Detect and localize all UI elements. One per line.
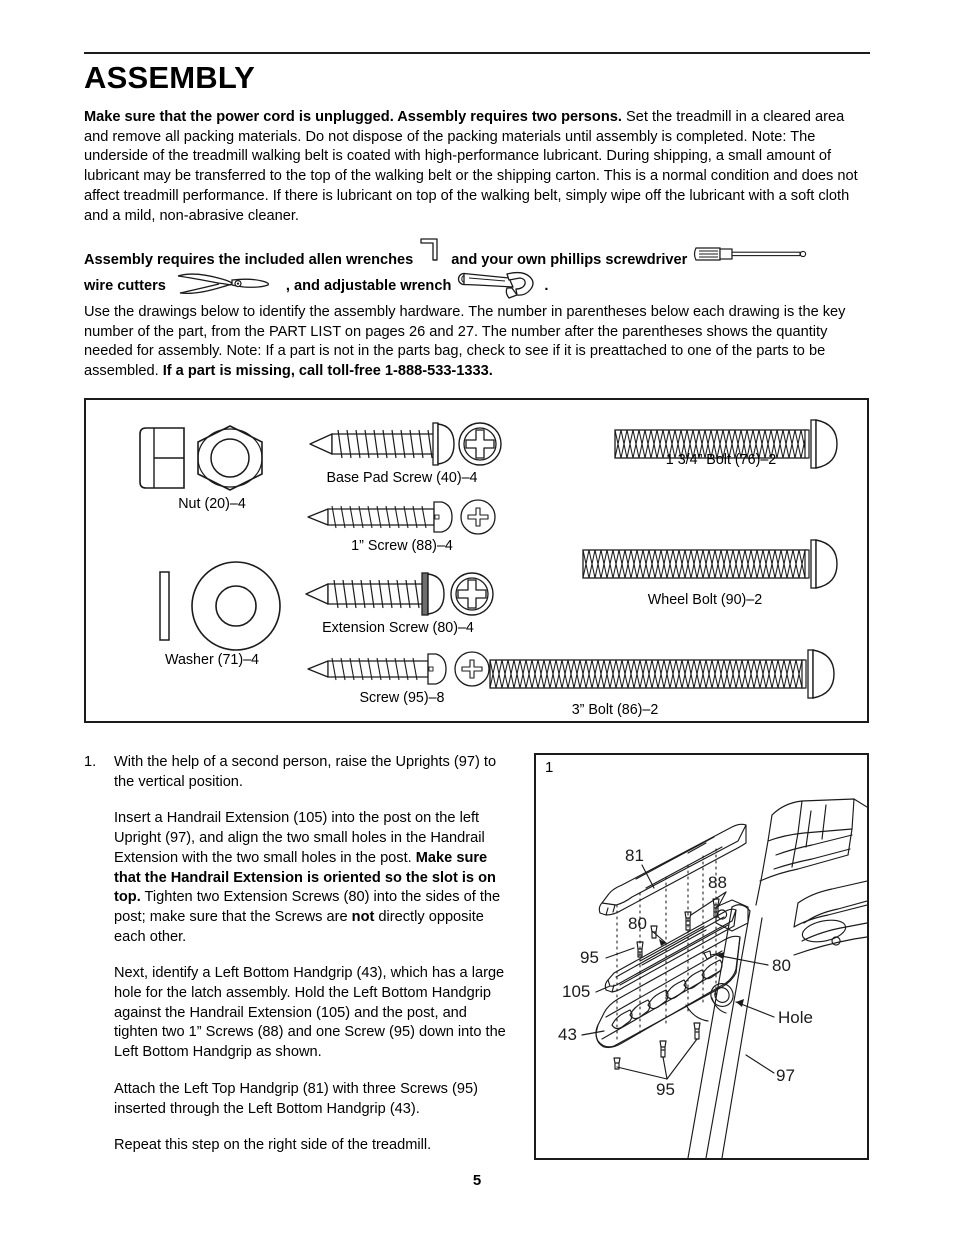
hardware-caption-wheel-bolt: Wheel Bolt (90)–2 [647, 592, 763, 608]
allen-wrench-icon [417, 245, 447, 275]
figure-callout-105: 105 [562, 982, 591, 1001]
step-1-column [84, 753, 514, 1156]
hardware-intro-bold: If a part is missing, call toll-free 1-888-533-1333. [162, 363, 493, 380]
step-1-p1-post: directly opposite each other. [114, 908, 484, 945]
header-rule [84, 52, 870, 54]
hardware-caption-one-inch-screw: 1” Screw (88)–4 [351, 538, 453, 554]
phillips-screwdriver-icon [693, 251, 811, 269]
step-1-lead-text: With the help of a second person, raise the Uprights (97) to the vertical position. [114, 754, 497, 790]
figure-callout-80-upper: 80 [628, 914, 647, 933]
extension-screw-icon [298, 568, 498, 620]
hardware-intro-paragraph [84, 303, 870, 382]
figure-number: 1 [545, 759, 554, 776]
tools-text-cutters: wire cutters [84, 277, 166, 294]
figure-callout-81: 81 [625, 846, 644, 865]
step-1-p1-bold2: not [351, 908, 375, 925]
adjustable-wrench-icon [457, 275, 541, 297]
nut-icon [132, 422, 292, 496]
figure-1-box [534, 753, 869, 1160]
intro-bold-lead: Make sure that the power cord is unplugged. Assembly requires two persons. [84, 109, 622, 125]
hardware-item-wheel-bolt [554, 538, 856, 609]
tools-text-period: . [544, 277, 549, 294]
figure-callout-95-left: 95 [580, 948, 599, 967]
hardware-parts-box [84, 398, 869, 723]
wire-cutters-icon [174, 276, 282, 296]
step-1-paragraph-1 [114, 792, 514, 947]
step-1-lead [84, 753, 514, 792]
step-1-p1-pre: Insert a Handrail Extension (105) into the post on the left Upright (97), and align the two small holes in the Handrail Extension with the two small holes in the post. [114, 810, 485, 866]
hardware-caption-extension-screw: Extension Screw (80)–4 [322, 620, 474, 636]
hardware-item-base-pad-screw [296, 418, 508, 487]
figure-callout-43: 43 [558, 1025, 577, 1044]
tools-text-screwdriver: and your own phillips screwdriver [451, 251, 688, 268]
step-1-p1-mid: Tighten two Extension Screws (80) into the sides of the post; make sure that the Screws are [114, 889, 501, 925]
base-pad-screw-icon [302, 418, 502, 470]
step-1-p1-bold: Make sure that the Handrail Extension is oriented so the slot is on top. [114, 849, 496, 906]
step-1-number: 1. [84, 754, 97, 770]
figure-callout-88: 88 [708, 873, 727, 892]
figure-callout-95-bottom: 95 [656, 1080, 675, 1099]
step-1-paragraph-4 [114, 1119, 514, 1156]
wheel-bolt-icon [565, 538, 845, 590]
hardware-item-bolt-3 [464, 648, 856, 719]
page-number: 5 [472, 1172, 482, 1189]
tools-line-2 [84, 275, 874, 297]
intro-body: Set the treadmill in a cleared area and remove all packing materials. Do not dispose of the packing materials until assembly is completed. Note: The underside of the treadmill walking belt is coated with high-performance lubricant. During shipping, a small amount of lubricant may be transferred to the top of the walking belt or the shipping carton. This is a normal condition and does not affect treadmill performance. If there is lubricant on top of the walking belt, simply wipe off the lubricant with a soft cloth and a mild, non-abrasive cleaner. [84, 109, 858, 224]
step-1-p2-text: Next, identify a Left Bottom Handgrip (43), which has a large hole for the latch assembly. Hold the Left Bottom Handgrip against the Handrail Extension (105) and the post, and tighten two 1” Screws (88) and one Screw (95) down into the Left Bottom Handgrip as shown. [114, 965, 506, 1061]
hardware-item-nut [104, 422, 320, 513]
hardware-item-bolt-1-3-4 [586, 418, 856, 469]
washer-icon [132, 560, 292, 652]
hardware-item-extension-screw [278, 568, 518, 637]
handrail-assembly-diagram [536, 755, 867, 1158]
figure-callout-97: 97 [776, 1066, 795, 1085]
hardware-caption-washer: Washer (71)–4 [164, 652, 260, 668]
intro-paragraph [84, 108, 870, 226]
hardware-caption-bolt-3: 3” Bolt (86)–2 [571, 702, 659, 718]
one-inch-screw-icon [302, 496, 502, 538]
hardware-caption-screw: Screw (95)–8 [359, 690, 445, 706]
hardware-intro-text: Use the drawings below to identify the assembly hardware. The number in parentheses below each drawing is the key number of the part, from the PART LIST on pages 26 and 27. The number after the parentheses shows the quantity needed for assembly. Note: If a part is not in the parts bag, check to see if it is preattached to one of the parts to be assembled. [84, 304, 846, 380]
hardware-caption-nut: Nut (20)–4 [178, 496, 246, 512]
step-1-p4-text: Repeat this step on the right side of the treadmill. [114, 1137, 432, 1154]
figure-callout-hole: Hole [778, 1008, 813, 1027]
step-1-paragraph-3 [114, 1063, 514, 1119]
hardware-caption-base-pad-screw: Base Pad Screw (40)–4 [326, 470, 478, 486]
hardware-caption-bolt-1-3-4: 1 3/4” Bolt (76)–2 [665, 452, 777, 468]
bolt-3-icon [480, 648, 840, 700]
page-title: ASSEMBLY [84, 60, 255, 95]
step-1-p3-text: Attach the Left Top Handgrip (81) with three Screws (95) inserted through the Left Bottom Handgrip (43). [114, 1080, 478, 1117]
figure-callout-80-right: 80 [772, 956, 791, 975]
tools-text-allen: Assembly requires the included allen wrenches [84, 251, 414, 268]
tools-required-block [84, 245, 874, 297]
hardware-item-one-inch-screw [296, 496, 508, 555]
step-1-paragraph-2 [114, 947, 514, 1063]
tools-text-wrench: , and adjustable wrench [285, 277, 452, 294]
